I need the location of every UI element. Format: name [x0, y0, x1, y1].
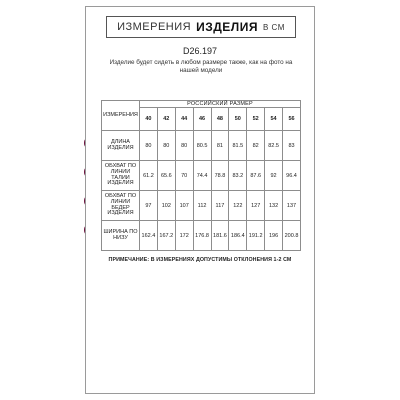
size-header: 48 — [211, 108, 229, 131]
row-label: ДЛИНА ИЗДЕЛИЯ — [102, 131, 140, 161]
table-cell: 167.2 — [157, 221, 175, 251]
table-cell: 117 — [211, 191, 229, 221]
title-box — [106, 16, 296, 38]
table-cell: 87.6 — [247, 161, 265, 191]
table-cell: 81 — [211, 131, 229, 161]
table-cell: 83.2 — [229, 161, 247, 191]
row-label: ОБХВАТ ПО ЛИНИИ БЕДЕР ИЗДЕЛИЯ — [102, 191, 140, 221]
table-cell: 61.2 — [140, 161, 158, 191]
table-cell: 92 — [265, 161, 283, 191]
table-cell: 70 — [175, 161, 193, 191]
table-cell: 172 — [175, 221, 193, 251]
fit-note: Изделие будет сидеть в любом размере также, как на фото на нашей модели — [109, 59, 293, 74]
title-unit: В СМ — [262, 22, 285, 32]
size-header: 42 — [157, 108, 175, 131]
table-cell: 176.8 — [193, 221, 211, 251]
table-cell: 80.5 — [193, 131, 211, 161]
size-header: 40 — [140, 108, 158, 131]
table-cell: 80 — [140, 131, 158, 161]
size-chart-sheet — [85, 6, 315, 394]
tolerance-note: ПРИМЕЧАНИЕ: В ИЗМЕРЕНИЯХ ДОПУСТИМЫ ОТКЛОНЕНИЯ 1-2 СМ — [108, 257, 292, 263]
table-cell: 186.4 — [229, 221, 247, 251]
table-cell: 82 — [247, 131, 265, 161]
table-row-waist — [102, 161, 301, 191]
table-cell: 112 — [193, 191, 211, 221]
row-label: ОБХВАТ ПО ЛИНИИ ТАЛИИ ИЗДЕЛИЯ — [102, 161, 140, 191]
table-cell: 162.4 — [140, 221, 158, 251]
table-cell: 127 — [247, 191, 265, 221]
size-group-row — [102, 101, 301, 108]
size-header: 50 — [229, 108, 247, 131]
table-cell: 96.4 — [283, 161, 301, 191]
size-group-label: РОССИЙСКИЙ РАЗМЕР — [140, 101, 301, 108]
size-header: 46 — [193, 108, 211, 131]
size-header: 44 — [175, 108, 193, 131]
table-cell: 83 — [283, 131, 301, 161]
table-cell: 80 — [157, 131, 175, 161]
size-header: 56 — [283, 108, 301, 131]
table-cell: 137 — [283, 191, 301, 221]
title-measurements: ИЗМЕРЕНИЯ — [117, 21, 192, 33]
title-item: ИЗДЕЛИЯ — [196, 20, 258, 34]
table-cell: 191.2 — [247, 221, 265, 251]
size-header: 54 — [265, 108, 283, 131]
table-cell: 122 — [229, 191, 247, 221]
table-row-hips — [102, 191, 301, 221]
table-row-hem-width — [102, 221, 301, 251]
table-cell: 97 — [140, 191, 158, 221]
table-cell: 102 — [157, 191, 175, 221]
table-cell: 200.8 — [283, 221, 301, 251]
table-cell: 81.5 — [229, 131, 247, 161]
table-cell: 78.8 — [211, 161, 229, 191]
table-cell: 132 — [265, 191, 283, 221]
table-cell: 196 — [265, 221, 283, 251]
size-table — [101, 100, 301, 251]
article-number: D26.197 — [182, 46, 218, 56]
table-cell: 181.6 — [211, 221, 229, 251]
table-row-length — [102, 131, 301, 161]
corner-label: ИЗМЕРЕНИЯ — [102, 101, 140, 131]
table-cell: 65.6 — [157, 161, 175, 191]
table-cell: 82.5 — [265, 131, 283, 161]
size-header: 52 — [247, 108, 265, 131]
table-cell: 107 — [175, 191, 193, 221]
row-label: ШИРИНА ПО НИЗУ — [102, 221, 140, 251]
table-cell: 74.4 — [193, 161, 211, 191]
table-cell: 80 — [175, 131, 193, 161]
